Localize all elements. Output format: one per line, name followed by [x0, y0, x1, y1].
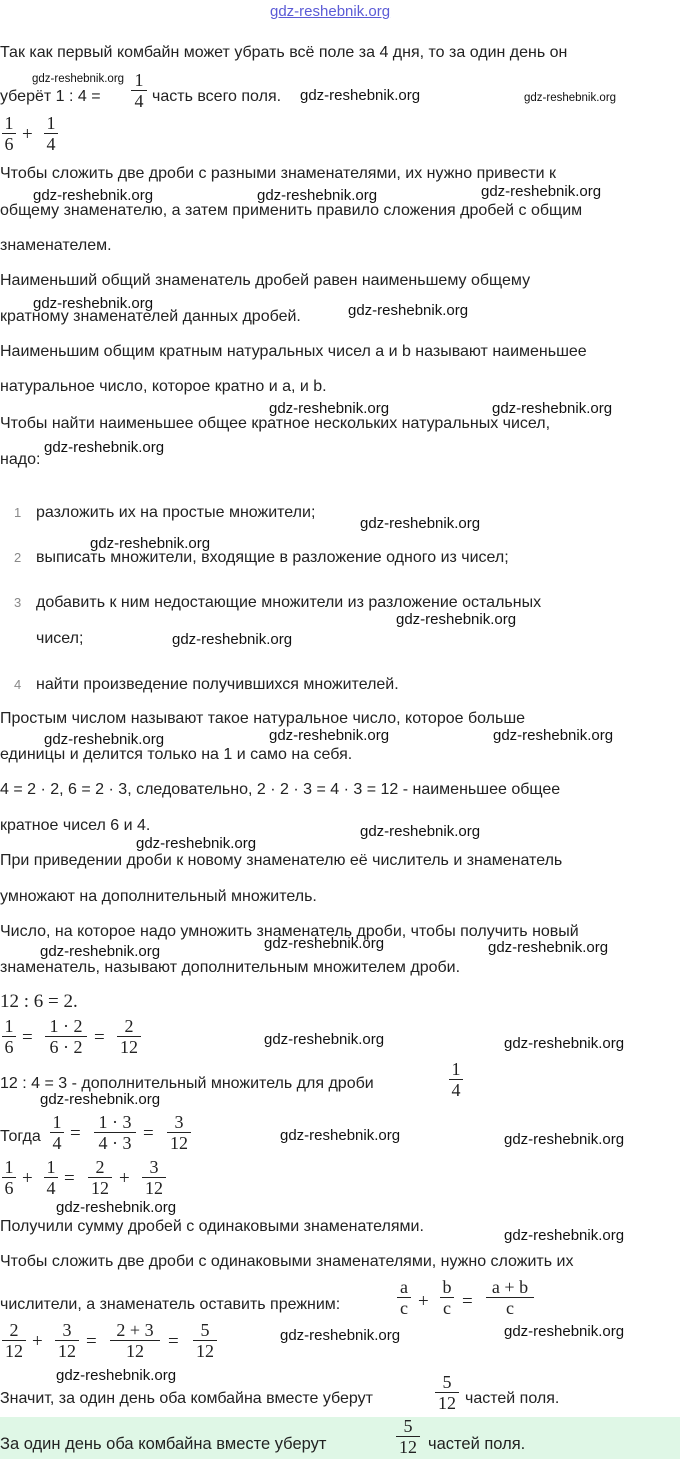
fraction: 1 · 3 4 · 3 [94, 1113, 136, 1152]
math-operator: = [86, 1331, 97, 1352]
math-operator: + [119, 1168, 130, 1189]
watermark: gdz-reshebnik.org [40, 943, 161, 960]
fraction: 1 4 [50, 1113, 64, 1152]
text-line: Чтобы сложить две дроби с разными знаменателями, их нужно привести к [0, 165, 557, 182]
watermark: gdz-reshebnik.org [396, 611, 517, 628]
list-item: разложить их на простые множители; [36, 504, 316, 521]
text-line: Наименьший общий знаменатель дробей равен наименьшему общему [0, 272, 531, 289]
math-operator: = [70, 1123, 81, 1144]
text-line: знаменатель, называют дополнительным множителем дроби. [0, 959, 461, 976]
text-line: Получили сумму дробей с одинаковыми знаменателями. [0, 1218, 424, 1235]
fraction: 1 6 [2, 1158, 16, 1197]
watermark-top[interactable]: gdz-reshebnik.org [270, 3, 391, 20]
watermark: gdz-reshebnik.org [481, 183, 602, 200]
watermark: gdz-reshebnik.org [264, 935, 385, 952]
watermark: gdz-reshebnik.org [280, 1127, 401, 1144]
math-operator: = [94, 1027, 105, 1048]
fraction: 1 4 [44, 1158, 58, 1197]
watermark: gdz-reshebnik.org [493, 727, 614, 744]
list-number: 3 [14, 595, 22, 610]
watermark: gdz-reshebnik.org [360, 515, 481, 532]
fraction: 1 4 [44, 114, 58, 153]
text-line: Число, на которое надо умножить знаменатель дроби, чтобы получить новый [0, 923, 579, 940]
text-line: Чтобы сложить две дроби с одинаковыми знаменателями, нужно сложить их [0, 1253, 574, 1270]
math-operator: = [168, 1331, 179, 1352]
text-line: кратному знаменателей данных дробей. [0, 308, 301, 325]
list-item: добавить к ним недостающие множители из разложение остальных [36, 594, 542, 611]
math-operator: + [22, 1168, 33, 1189]
text-line: надо: [0, 451, 41, 468]
answer-box [0, 1417, 680, 1459]
list-item: найти произведение получившихся множителей. [36, 676, 399, 693]
text-line: умножают на дополнительный множитель. [0, 888, 317, 905]
fraction: 3 12 [55, 1321, 79, 1360]
fraction: 1 4 [449, 1060, 463, 1099]
list-number: 4 [14, 677, 22, 692]
fraction: b c [440, 1278, 454, 1317]
list-number: 1 [14, 505, 22, 520]
text-line: Наименьшим общим кратным натуральных чисел a и b называют наименьшее [0, 343, 587, 360]
watermark: gdz-reshebnik.org [33, 187, 154, 204]
math-operator: + [22, 124, 33, 145]
text-line: кратное чисел 6 и 4. [0, 817, 151, 834]
fraction: 3 12 [142, 1158, 166, 1197]
watermark: gdz-reshebnik.org [504, 1323, 625, 1340]
watermark: gdz-reshebnik.org [136, 835, 257, 852]
fraction: 1 6 [2, 114, 16, 153]
list-item: выписать множители, входящие в разложение одного из чисел; [36, 549, 509, 566]
text-line: Тогда [0, 1128, 41, 1145]
text-line: частей поля. [465, 1390, 560, 1407]
math-line: 12 : 6 = 2. [0, 991, 78, 1012]
text-line: Значит, за один день оба комбайна вместе уберут [0, 1390, 373, 1407]
watermark: gdz-reshebnik.org [44, 439, 165, 456]
math-operator: + [32, 1331, 43, 1352]
watermark: gdz-reshebnik.org [360, 823, 481, 840]
text-line: числители, а знаменатель оставить прежним: [0, 1296, 341, 1313]
text-line: единицы и делится только на 1 и само на себя. [0, 746, 353, 763]
answer-text: частей поля. [428, 1435, 526, 1453]
math-operator: = [22, 1027, 33, 1048]
watermark: gdz-reshebnik.org [504, 1035, 625, 1052]
text-line: Чтобы найти наименьшее общее кратное нескольких натуральных чисел, [0, 415, 551, 432]
math-operator: + [418, 1291, 429, 1312]
watermark: gdz-reshebnik.org [257, 187, 378, 204]
text-line: часть всего поля. [152, 88, 282, 105]
watermark: gdz-reshebnik.org [269, 727, 390, 744]
fraction: 5 12 [435, 1373, 459, 1412]
watermark: gdz-reshebnik.org [264, 1031, 385, 1048]
text-line: знаменателем. [0, 237, 112, 254]
text-line: 12 : 4 = 3 - дополнительный множитель для дроби [0, 1075, 374, 1092]
watermark: gdz-reshebnik.org [504, 1131, 625, 1148]
math-operator: = [64, 1168, 75, 1189]
fraction: 3 12 [167, 1113, 191, 1152]
watermark: gdz-reshebnik.org [280, 1327, 401, 1344]
fraction: 1 · 2 6 · 2 [45, 1017, 87, 1056]
text-line: При приведении дроби к новому знаменателю её числитель и знаменатель [0, 852, 563, 869]
fraction: 1 4 [131, 71, 147, 110]
list-number: 2 [14, 550, 22, 565]
text-line: 4 = 2 · 2, 6 = 2 · 3, следовательно, 2 · 2 · 3 = 4 · 3 = 12 - наименьшее общее [0, 781, 561, 798]
list-item-continued: чисел; [36, 630, 84, 647]
watermark: gdz-reshebnik.org [32, 73, 125, 85]
watermark: gdz-reshebnik.org [44, 731, 165, 748]
watermark: gdz-reshebnik.org [56, 1367, 177, 1384]
fraction: a + b c [486, 1278, 534, 1317]
watermark: gdz-reshebnik.org [40, 1091, 161, 1108]
fraction: a c [397, 1278, 411, 1317]
math-operator: = [462, 1291, 473, 1312]
fraction: 2 12 [2, 1321, 26, 1360]
text-line: Так как первый комбайн может убрать всё поле за 4 дня, то за один день он [0, 44, 568, 61]
watermark: gdz-reshebnik.org [504, 1227, 625, 1244]
watermark: gdz-reshebnik.org [33, 295, 154, 312]
answer-fraction: 5 12 [396, 1417, 420, 1456]
text-line: общему знаменателю, а затем применить правило сложения дробей с общим [0, 202, 583, 219]
watermark: gdz-reshebnik.org [269, 400, 390, 417]
watermark: gdz-reshebnik.org [300, 87, 421, 104]
watermark: gdz-reshebnik.org [348, 302, 469, 319]
answer-text: За один день оба комбайна вместе уберут [0, 1435, 327, 1453]
text-line: Простым числом называют такое натуральное число, которое больше [0, 710, 526, 727]
text-line: натуральное число, которое кратно и a, и b. [0, 378, 327, 395]
fraction: 2 12 [117, 1017, 141, 1056]
watermark: gdz-reshebnik.org [172, 631, 293, 648]
watermark: gdz-reshebnik.org [492, 400, 613, 417]
fraction: 2 + 3 12 [110, 1321, 160, 1360]
watermark: gdz-reshebnik.org [90, 535, 211, 552]
watermark: gdz-reshebnik.org [524, 92, 617, 104]
fraction: 5 12 [193, 1321, 217, 1360]
fraction: 2 12 [88, 1158, 112, 1197]
math-operator: = [143, 1123, 154, 1144]
fraction: 1 6 [2, 1017, 16, 1056]
watermark: gdz-reshebnik.org [488, 939, 609, 956]
text-line: уберёт 1 : 4 = [0, 88, 101, 105]
watermark: gdz-reshebnik.org [56, 1199, 177, 1216]
